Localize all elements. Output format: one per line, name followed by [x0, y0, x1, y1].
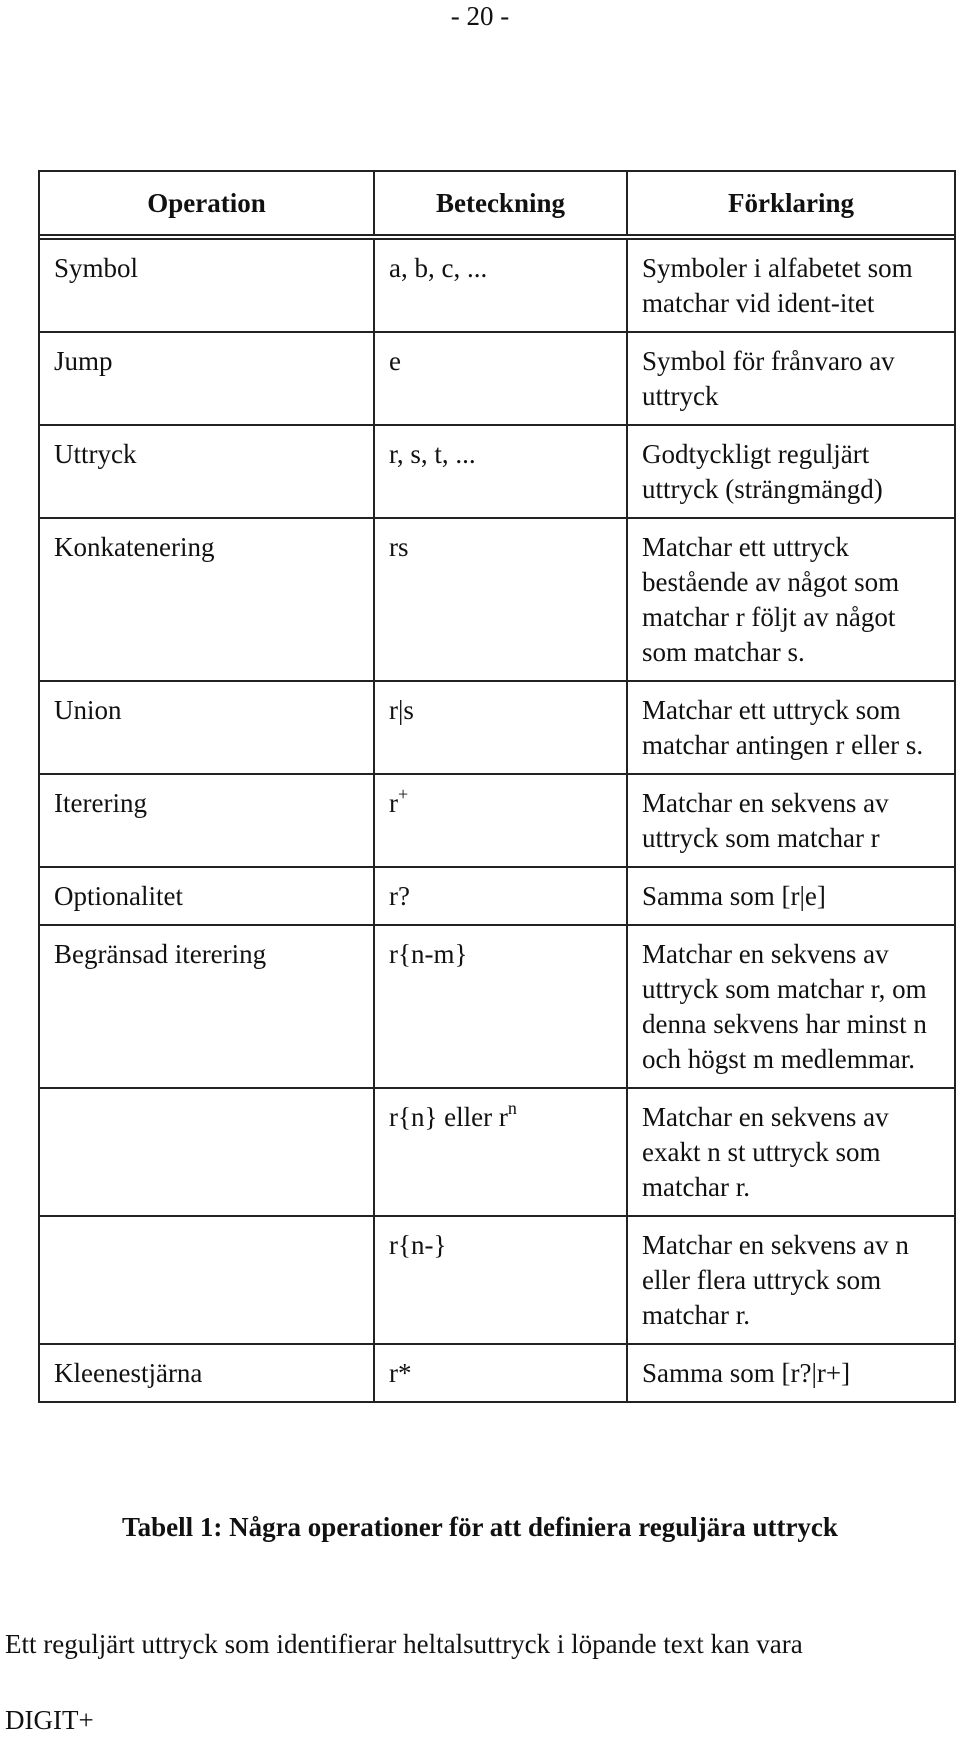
table-row [40, 775, 954, 868]
operations-table [38, 170, 956, 1403]
cell-notation [373, 1089, 628, 1215]
cell-operation: Union [54, 695, 122, 725]
cell-explanation: Matchar en sekvens av n eller flera uttryck som matchar r. [642, 1230, 909, 1330]
table-row [40, 1345, 954, 1401]
cell-operation [40, 1217, 373, 1343]
cell-notation [373, 333, 628, 424]
cell-operation: Symbol [54, 253, 139, 283]
table-body [40, 240, 954, 1401]
cell-explanation: Matchar ett uttryck som matchar antingen r eller s. [642, 695, 924, 760]
cell-notation [373, 1345, 628, 1401]
cell-notation [373, 1217, 628, 1343]
header-operation: Operation [147, 187, 266, 218]
cell-explanation: Matchar ett uttryck bestående av något som matchar r följt av något som matchar s. [642, 532, 900, 667]
cell-operation: Konkatenering [54, 532, 215, 562]
cell-explanation: Godtyckligt reguljärt uttryck (strängmängd) [642, 439, 883, 504]
cell-operation: Iterering [54, 788, 147, 818]
table-row [40, 682, 954, 775]
cell-explanation: Samma som [r?|r+] [642, 1358, 851, 1388]
notation-superscript: + [398, 784, 409, 804]
table-header [40, 172, 954, 240]
cell-notation [373, 682, 628, 773]
notation-text: r [389, 788, 398, 818]
header-notation: Beteckning [373, 172, 628, 234]
cell-explanation: Matchar en sekvens av uttryck som matchar r, om denna sekvens har minst n och högst m medlemmar. [642, 939, 927, 1074]
cell-explanation: Samma som [r|e] [642, 881, 826, 911]
notation-text: r{n} eller r [389, 1102, 508, 1132]
notation-superscript: n [507, 1098, 517, 1118]
notation-text: rs [389, 532, 409, 562]
cell-notation [373, 519, 628, 680]
cell-operation: Begränsad iterering [54, 939, 267, 969]
notation-text: a, b, c, ... [389, 253, 488, 283]
cell-operation: Jump [54, 346, 113, 376]
notation-text: r{n-} [389, 1230, 447, 1260]
notation-text: r, s, t, ... [389, 439, 476, 469]
cell-notation [373, 868, 628, 924]
table-caption: Tabell 1: Några operationer för att definiera reguljära uttryck [122, 1512, 838, 1542]
table-row [40, 1089, 954, 1217]
table-row [40, 868, 954, 926]
notation-text: r? [389, 881, 410, 911]
cell-operation: Optionalitet [54, 881, 183, 911]
table-row [40, 519, 954, 682]
cell-operation: Kleenestjärna [54, 1358, 203, 1388]
table-row [40, 1217, 954, 1345]
table-row [40, 333, 954, 426]
table-row [40, 240, 954, 333]
notation-text: r* [389, 1358, 412, 1388]
notation-text: e [389, 346, 401, 376]
page-number: - 20 - [450, 1, 510, 31]
cell-explanation: Matchar en sekvens av uttryck som matchar r [642, 788, 889, 853]
header-explanation: Förklaring [728, 187, 854, 218]
code-example: DIGIT+ [5, 1705, 94, 1735]
table-row [40, 926, 954, 1089]
cell-operation: Uttryck [54, 439, 137, 469]
notation-text: r|s [389, 695, 414, 725]
cell-explanation: Symbol för frånvaro av uttryck [642, 346, 895, 411]
cell-explanation: Matchar en sekvens av exakt n st uttryck som matchar r. [642, 1102, 889, 1202]
cell-notation [373, 775, 628, 866]
cell-notation [373, 240, 628, 331]
body-paragraph: Ett reguljärt uttryck som identifierar heltalsuttryck i löpande text kan vara [5, 1629, 803, 1659]
table-row [40, 426, 954, 519]
cell-explanation: Symboler i alfabetet som matchar vid ident-itet [642, 253, 913, 318]
cell-operation [40, 1089, 373, 1215]
cell-notation [373, 926, 628, 1087]
notation-text: r{n-m} [389, 939, 468, 969]
cell-notation [373, 426, 628, 517]
